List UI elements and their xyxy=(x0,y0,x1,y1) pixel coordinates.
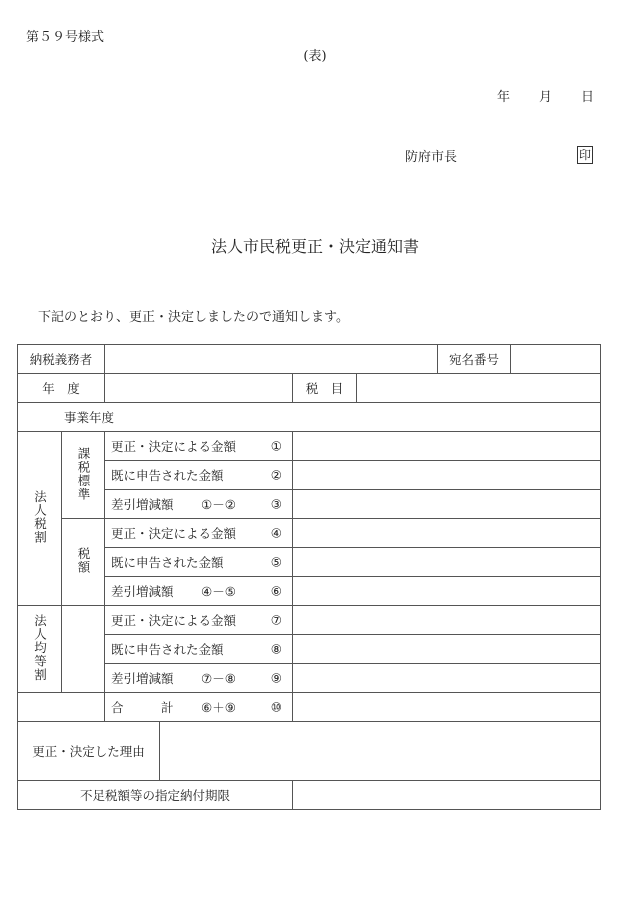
row9-text: 差引増減額 xyxy=(111,671,174,686)
total-value[interactable] xyxy=(293,693,601,722)
row7-text: 更正・決定による金額 xyxy=(111,613,237,628)
corp-tax-group-label xyxy=(18,432,62,606)
row2-label xyxy=(105,461,293,490)
equal-group-text: 法人均等割 xyxy=(32,613,48,682)
seal-mark: 印 xyxy=(578,148,591,162)
table-row xyxy=(18,374,601,403)
row7-num: ⑦ xyxy=(270,612,283,628)
business-year-label: 事業年度 xyxy=(18,403,601,432)
total-blank xyxy=(18,693,105,722)
tax-base-group-text: 課税標準 xyxy=(76,446,91,501)
side-label: (表) xyxy=(303,49,327,64)
row8-value[interactable] xyxy=(293,635,601,664)
notice-table xyxy=(17,344,601,810)
table-row xyxy=(18,664,601,693)
total-num: ⑩ xyxy=(270,699,283,715)
row9-value[interactable] xyxy=(293,664,601,693)
date-line xyxy=(497,86,594,105)
date-year: 年 xyxy=(497,90,511,105)
row9-num: ⑨ xyxy=(270,670,283,686)
row5-text: 既に申告された金額 xyxy=(111,555,224,570)
row5-value[interactable] xyxy=(293,548,601,577)
year-label: 年 度 xyxy=(18,374,105,403)
tax-amount-group-label xyxy=(62,519,105,606)
taxpayer-value[interactable] xyxy=(105,345,438,374)
row9-label xyxy=(105,664,293,693)
row4-num: ④ xyxy=(270,525,283,541)
intro-text: 下記のとおり、更正・決定しましたので通知します。 xyxy=(38,310,349,325)
taxpayer-label: 納税義務者 xyxy=(18,345,105,374)
table-row xyxy=(18,635,601,664)
row2-value[interactable] xyxy=(293,461,601,490)
table-row xyxy=(18,548,601,577)
table-row xyxy=(18,722,601,781)
table-row xyxy=(18,693,601,722)
row5-num: ⑤ xyxy=(270,554,283,570)
row6-text: 差引増減額 xyxy=(111,584,174,599)
issuer-name: 防府市長 xyxy=(405,150,458,165)
table-row xyxy=(18,403,601,432)
tax-amount-group-text: 税額 xyxy=(76,547,91,574)
row2-num: ② xyxy=(270,467,283,483)
form-number: 第５９号様式 xyxy=(26,30,105,45)
row4-value[interactable] xyxy=(293,519,601,548)
tax-base-group-label xyxy=(62,432,105,519)
total-text: 合 計 xyxy=(111,700,174,715)
deadline-label: 不足税額等の指定納付期限 xyxy=(18,781,293,810)
row5-label xyxy=(105,548,293,577)
reason-label: 更正・決定した理由 xyxy=(18,722,160,781)
table-row xyxy=(18,461,601,490)
equal-group-blank xyxy=(62,606,105,693)
address-number-label: 宛名番号 xyxy=(438,345,511,374)
date-month: 月 xyxy=(539,90,553,105)
corp-tax-group-text: 法人税割 xyxy=(32,490,48,544)
table-row xyxy=(18,577,601,606)
deadline-value[interactable] xyxy=(293,781,601,810)
row6-label xyxy=(105,577,293,606)
total-label xyxy=(105,693,293,722)
tax-item-value[interactable] xyxy=(357,374,601,403)
table-row xyxy=(18,781,601,810)
date-day: 日 xyxy=(581,90,595,105)
row1-value[interactable] xyxy=(293,432,601,461)
row4-label xyxy=(105,519,293,548)
row1-num: ① xyxy=(270,438,283,454)
row6-num: ⑥ xyxy=(270,583,283,599)
row6-op: ④－⑤ xyxy=(201,584,236,599)
tax-item-label: 税 目 xyxy=(293,374,357,403)
row1-label xyxy=(105,432,293,461)
row9-op: ⑦－⑧ xyxy=(201,671,236,686)
row6-value[interactable] xyxy=(293,577,601,606)
table-row xyxy=(18,490,601,519)
table-row xyxy=(18,519,601,548)
table-row xyxy=(18,345,601,374)
row8-num: ⑧ xyxy=(270,641,283,657)
row8-text: 既に申告された金額 xyxy=(111,642,224,657)
reason-value[interactable] xyxy=(160,722,601,781)
row3-text: 差引増減額 xyxy=(111,497,174,512)
row4-text: 更正・決定による金額 xyxy=(111,526,237,541)
row3-label xyxy=(105,490,293,519)
row3-op: ①－② xyxy=(201,497,236,512)
document-title: 法人市民税更正・決定通知書 xyxy=(210,237,419,256)
table-row xyxy=(18,606,601,635)
row3-value[interactable] xyxy=(293,490,601,519)
equal-group-label xyxy=(18,606,62,693)
table-row xyxy=(18,432,601,461)
row7-label xyxy=(105,606,293,635)
row2-text: 既に申告された金額 xyxy=(111,468,224,483)
total-op: ⑥＋⑨ xyxy=(201,700,236,715)
row1-text: 更正・決定による金額 xyxy=(111,439,237,454)
year-value[interactable] xyxy=(105,374,293,403)
address-number-value[interactable] xyxy=(511,345,601,374)
row3-num: ③ xyxy=(270,496,283,512)
row7-value[interactable] xyxy=(293,606,601,635)
row8-label xyxy=(105,635,293,664)
